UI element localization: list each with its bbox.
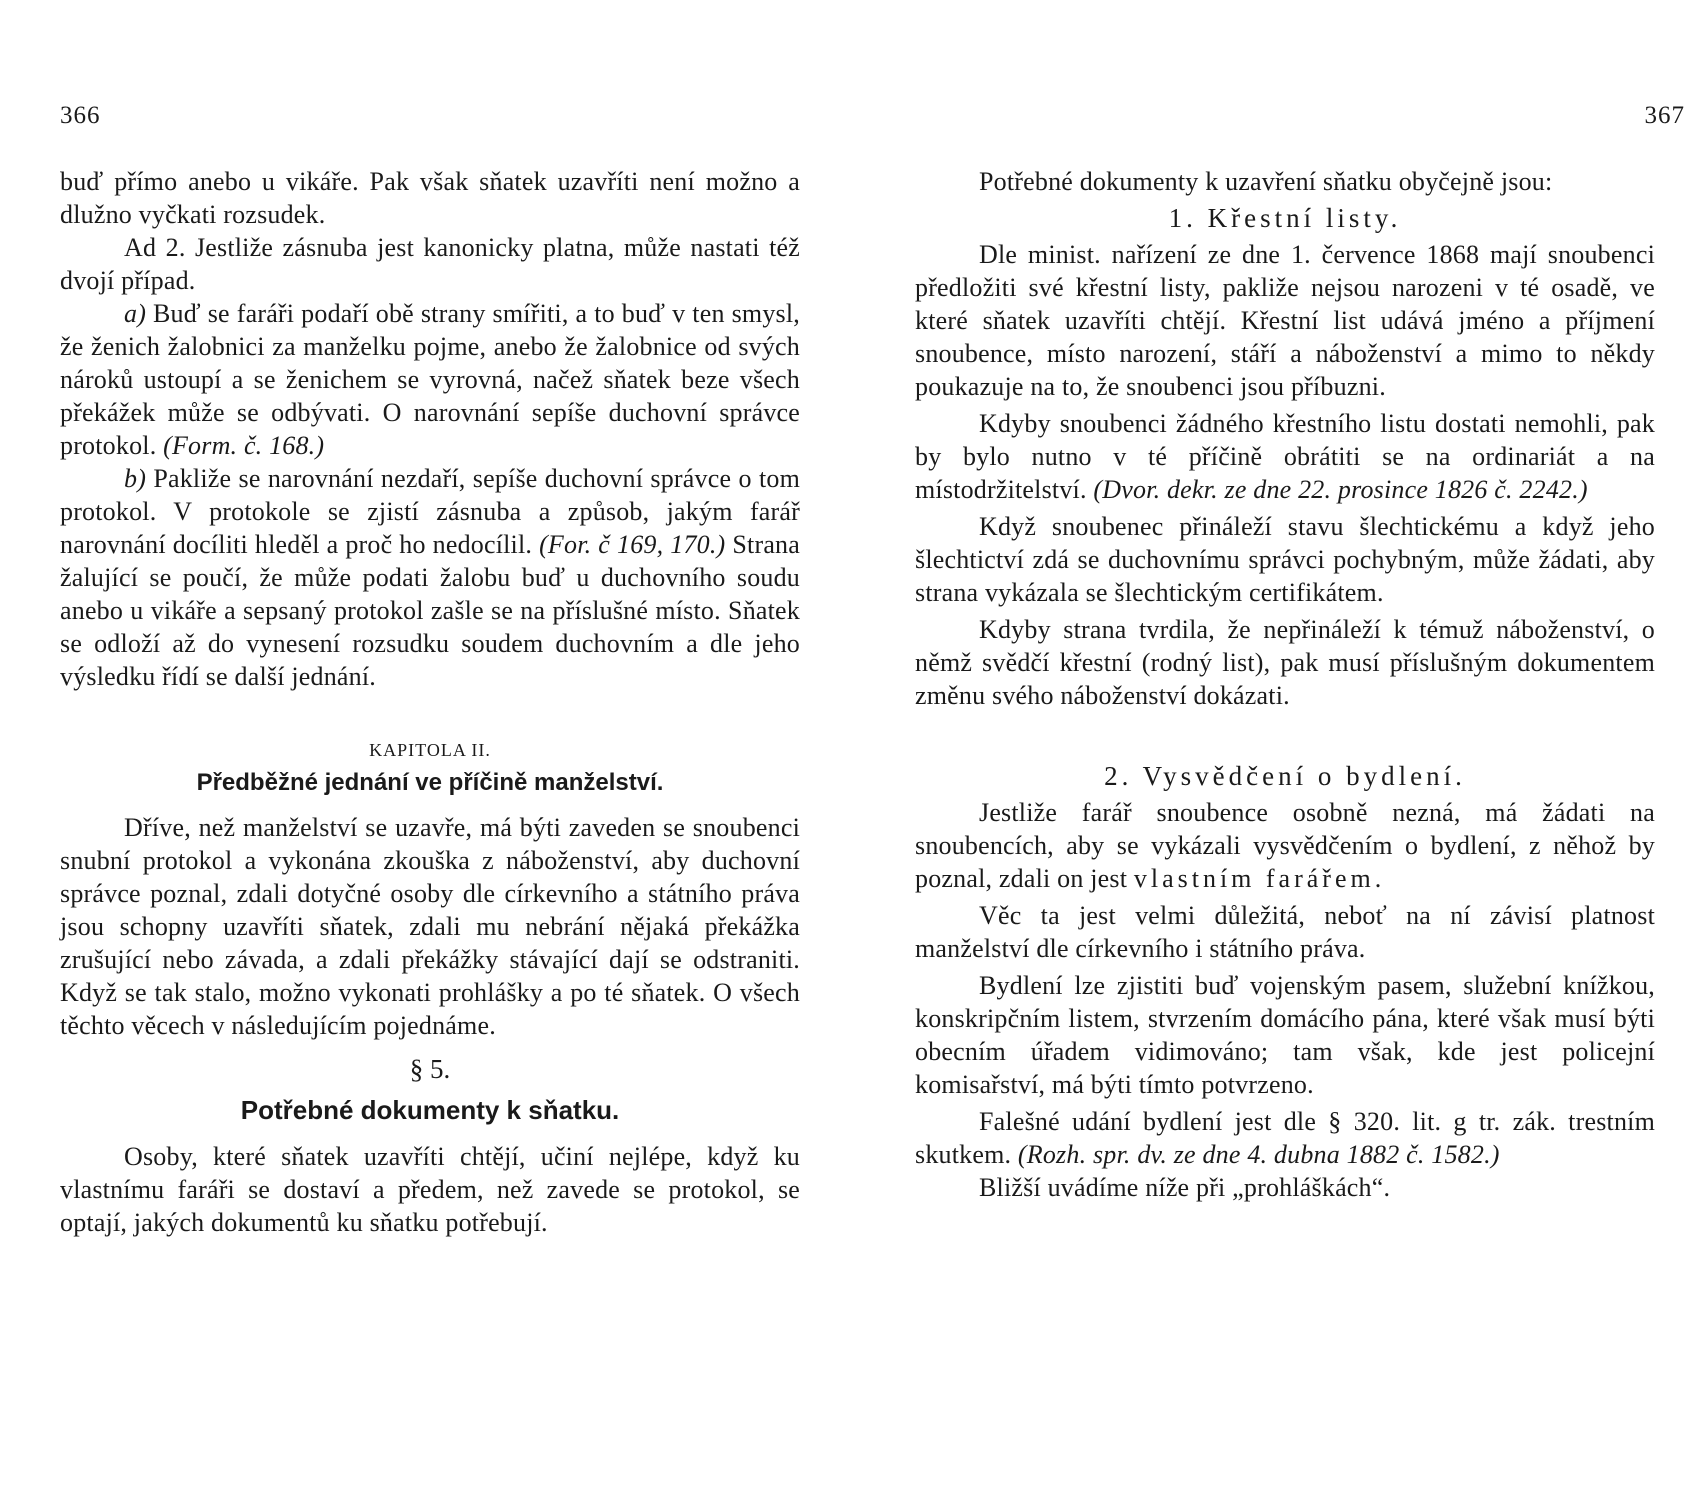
item-label: b): [124, 464, 147, 493]
subheading: 1. Křestní listy.: [1168, 203, 1402, 233]
section-title: Potřebné dokumenty k sňatku.: [240, 1095, 620, 1125]
paragraph: Když snoubenec přináleží stavu šlechtickému a když jeho šlechtictví zdá se duchovnímu správci pochybným, může žádati, aby strana vykázala se šlechtickým certifikátem.: [915, 512, 1655, 607]
page-number-left: 366: [60, 102, 101, 129]
form-reference: (Form. č. 168.): [163, 431, 325, 460]
chapter-label: KAPITOLA II.: [369, 740, 491, 760]
paragraph-text: Pakliže se narovnání nezdaří, sepíše duchovní správce o tom protokol. V protokole se zjistí zásnuba a způsob, jakým farář narovnání docíliti hleděl a proč ho nedocílil.: [60, 464, 800, 559]
paragraph: Bližší uvádíme níže při „prohláškách“.: [979, 1173, 1391, 1202]
paragraph: Osoby, které sňatek uzavříti chtějí, učiní nejlépe, když ku vlastnímu faráři se dostaví a předem, než zavede se protokol, se optají, jakých dokumentů ku sňatku potřebují.: [60, 1142, 800, 1237]
page-number-right: 367: [1644, 102, 1685, 129]
paragraph: Bydlení lze zjistiti buď vojenským pasem, služební knížkou, konskripčním listem, stvrzením domácího pána, které však musí býti obecním úřadem vidimováno; tam však, kde jest policejní komisařství, má býti tímto potvrzeno.: [915, 971, 1655, 1099]
decree-reference: (Dvor. dekr. ze dne 22. prosince 1826 č. 2242.): [1093, 475, 1588, 504]
paragraph: [915, 1105, 1655, 1171]
paragraph: buď přímo anebo u vikáře. Pak však sňatek uzavříti není možno a dlužno vyčkati rozsudek.: [60, 167, 800, 229]
section-mark: § 5.: [409, 1054, 451, 1084]
paragraph: [60, 462, 800, 693]
paragraph: Věc ta jest velmi důležitá, neboť na ní závisí platnost manželství dle církevního i státního práva.: [915, 901, 1655, 963]
subheading: 2. Vysvědčení o bydlení.: [1104, 761, 1466, 791]
spaced-emphasis: vlastním farářem.: [1133, 864, 1386, 893]
ruling-reference: (Rozh. spr. dv. ze dne 4. dubna 1882 č. 1582.): [1017, 1140, 1500, 1169]
form-reference: (For. č 169, 170.): [539, 530, 726, 559]
paragraph: [60, 297, 800, 462]
paragraph-text: Falešné udání bydlení jest dle § 320. lit. g tr. zák. trestním skutkem.: [915, 1107, 1655, 1169]
paragraph-text: Kdyby snoubenci žádného křestního listu dostati nemohli, pak by bylo nutno v té příčině obrátiti se na ordinariát a na místodržitelství.: [915, 409, 1655, 504]
item-label: a): [124, 299, 147, 328]
paragraph-text: Jestliže farář snoubence osobně nezná, má žádati na snoubencích, aby se vykázali vysvědčením o bydlení, z něhož by poznal, zdali on jest: [915, 798, 1655, 893]
paragraph: [915, 796, 1655, 895]
chapter-title: Předběžné jednání ve příčině manželství.: [196, 769, 664, 796]
paragraph: Potřebné dokumenty k uzavření sňatku obyčejně jsou:: [979, 167, 1553, 196]
right-page-content: [915, 165, 1655, 1204]
paragraph: Ad 2. Jestliže zásnuba jest kanonicky platna, může nastati též dvojí případ.: [60, 233, 800, 295]
paragraph: Kdyby strana tvrdila, že nepřináleží k témuž náboženství, o němž svědčí křestní (rodný list), pak musí příslušným dokumentem změnu svého náboženství dokázati.: [915, 615, 1655, 710]
paragraph: [915, 407, 1655, 506]
paragraph: Dříve, než manželství se uzavře, má býti zaveden se snoubenci snubní protokol a vykonána zkouška z náboženství, aby duchovní správce poznal, zdali dotyčné osoby dle církevního a státního práva jsou schopny uzavříti sňatek, zdali mu nebrání nějaká překážka zrušující nebo závada, a zdali překážky stávající dají se odstraniti. Když se tak stalo, možno vykonati prohlášky a po té sňatek. O všech těchto věcech v následujícím pojednáme.: [60, 813, 800, 1040]
paragraph: Dle minist. nařízení ze dne 1. července 1868 mají snoubenci předložiti své křestní listy, pakliže nejsou narozeni v té osadě, ve které sňatek uzavříti chtějí. Křestní list udává jméno a příjmení snoubence, místo narození, stáří a náboženství a mimo to někdy poukazuje na to, že snoubenci jsou příbuzni.: [915, 240, 1655, 401]
paragraph-text: Buď se faráři podaří obě strany smířiti, a to buď v ten smysl, že ženich žalobnici za manželku pojme, anebo že žalobnice od svých nároků ustoupí a se ženichem se vyrovná, načež sňatek beze všech překážek může se odbývati. O narovnání sepíše duchovní správce protokol.: [60, 299, 800, 460]
left-page-content: [60, 165, 800, 1239]
paragraph-text: Strana žalující se poučí, že může podati žalobu buď u duchovního soudu anebo u vikáře a sepsaný protokol zašle se na příslušné místo. Sňatek se odloží až do vynesení rozsudku soudem duchovním a dle jeho výsledku řídí se další jednání.: [60, 530, 801, 691]
